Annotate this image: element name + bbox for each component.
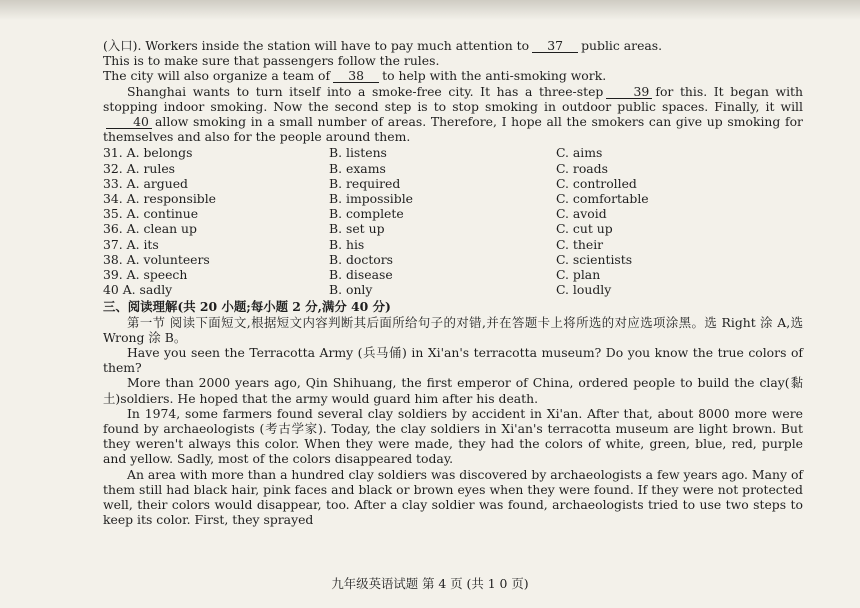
blank-37: 37	[532, 39, 578, 53]
option-row: 31. A. belongs B. listens C. aims	[103, 145, 603, 161]
option-row: 35. A. continue B. complete C. avoid	[103, 206, 607, 222]
cloze-options	[103, 145, 803, 297]
passage-line-2: This is to make sure that passengers follow the rules.	[103, 53, 440, 69]
option-row: 38. A. volunteers B. doctors C. scientists	[103, 251, 633, 267]
reading-paragraph: Have you seen the Terracotta Army (兵马俑) in Xi'an's terracotta museum? Do you know the true colors of them?	[103, 344, 803, 376]
blank-40: 40	[106, 115, 152, 129]
option-row: 36. A. clean up B. set up C. cut up	[103, 221, 613, 237]
section-instruction: 第一节 阅读下面短文,根据短文内容判断其后面所给句子的对错,并在答题卡上将所选的对应选项涂黑。选 Right 涂 A,选 Wrong 涂 B。	[103, 314, 803, 345]
passage-line-3: The city will also organize a team of 38 to help with the anti-smoking work.	[103, 68, 607, 84]
option-row: 34. A. responsible B. impossible C. comfortable	[103, 190, 649, 206]
option-row: 32. A. rules B. exams C. roads	[103, 160, 608, 176]
option-row: 33. A. argued B. required C. controlled	[103, 175, 637, 191]
section-heading: 三、阅读理解(共 20 小题;每小题 2 分,满分 40 分)	[103, 299, 391, 315]
option-row: 40 A. sadly B. only C. loudly	[103, 282, 612, 298]
scan-shadow-top	[0, 0, 860, 20]
option-row: 39. A. speech B. disease C. plan	[103, 266, 601, 282]
page-footer: 九年级英语试题 第 4 页 (共 1 0 页)	[331, 576, 529, 591]
blank-39: 39	[606, 85, 652, 99]
page-text	[103, 38, 803, 527]
option-row: 37. A. its B. his C. their	[103, 236, 604, 252]
reading-paragraph: An area with more than a hundred clay soldiers was discovered by archaeologists a few years ago. Many of them still had black hair, pink faces and black or brown eyes when they were found. If they were not protected well, their colors would disappear, too. After a clay soldier was found, archaeologists tried to use two steps to keep its color. First, they sprayed	[103, 466, 803, 528]
reading-paragraph: More than 2000 years ago, Qin Shihuang, the first emperor of China, ordered people to build the clay(黏土)soldiers. He hoped that the army would guard him after his death.	[103, 375, 803, 406]
blank-38: 38	[333, 69, 379, 83]
passage-line-1: (入口). Workers inside the station will have to pay much attention to 37 public areas.	[103, 38, 663, 53]
passage-paragraph-2: Shanghai wants to turn itself into a smoke-free city. It has a three-step 39 for this. It began with stopping indoor smoking. Now the second step is to stop smoking in outdoor public spaces. Finally, it will40 allow smoking in a small number of areas. Therefore, I hope all the smokers can give up smoking for themselves and also for the people around them.	[103, 83, 803, 145]
reading-paragraph: In 1974, some farmers found several clay soldiers by accident in Xi'an. After that, about 8000 more were found by archaeologists (考古学家). Today, the clay soldiers in Xi'an's terracotta museum are light brown. But they weren't always this color. When they were made, they had the colors of white, green, blue, red, purple and yellow. Sadly, most of the colors disappeared today.	[103, 405, 803, 467]
